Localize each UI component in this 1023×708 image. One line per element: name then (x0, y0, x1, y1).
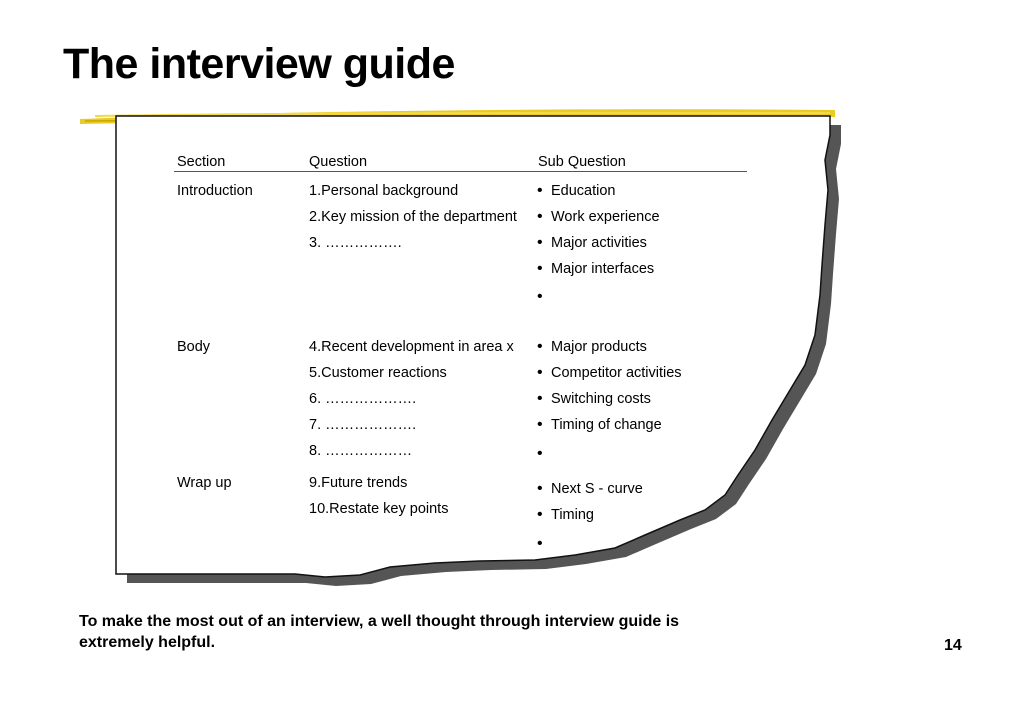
footer-line: To make the most out of an interview, a well thought through interview guide is (79, 613, 680, 630)
footer-line: extremely helpful. (79, 634, 216, 651)
header-divider (174, 171, 747, 172)
header-question: Question (309, 154, 368, 170)
sub-question-item: • Competitor activities (551, 365, 682, 381)
page-number: 14 (944, 637, 962, 654)
sub-question-item: • Timing of change (551, 417, 662, 433)
slide-title: The interview guide (63, 40, 455, 88)
section-label: Body (177, 339, 211, 355)
question-item: 5.Customer reactions (309, 365, 447, 381)
section-label: Wrap up (177, 475, 232, 491)
header-section: Section (177, 154, 226, 170)
question-item: 2.Key mission of the department (309, 209, 517, 225)
sub-question-item: • Work experience (551, 209, 660, 225)
sub-question-item: • Major products (551, 339, 647, 355)
sub-question-item: • Education (551, 183, 616, 199)
question-item: 3. ……………. (309, 235, 402, 251)
footer-note (79, 611, 779, 653)
sub-question-item: • Next S - curve (551, 481, 643, 497)
sub-question-item: • Timing (551, 507, 594, 523)
question-item: 8. ……………… (309, 443, 413, 459)
header-sub-question: Sub Question (538, 154, 626, 170)
section-label: Introduction (177, 183, 253, 199)
question-item: 9.Future trends (309, 475, 408, 491)
sub-question-item: • Switching costs (551, 391, 651, 407)
question-item: 4.Recent development in area x (309, 339, 514, 355)
sub-question-item: • Major activities (551, 235, 647, 251)
question-item: 1.Personal background (309, 183, 459, 199)
question-item: 6. ………………. (309, 391, 417, 407)
question-item: 7. ………………. (309, 417, 417, 433)
question-item: 10.Restate key points (309, 501, 449, 517)
sub-question-item: • Major interfaces (551, 261, 654, 277)
